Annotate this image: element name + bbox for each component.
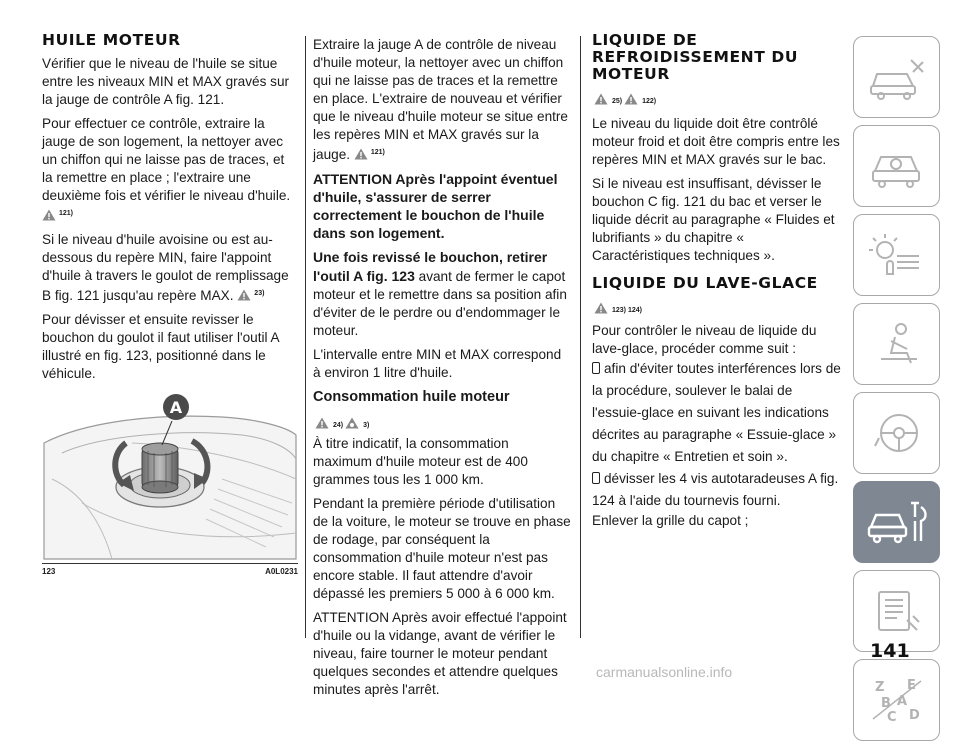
figure-code: A0L0231 xyxy=(265,567,298,576)
column-divider xyxy=(580,36,581,638)
column-1 xyxy=(42,32,298,383)
section-heading-lave-glace: LIQUIDE DU LAVE-GLACE xyxy=(592,274,818,292)
figure-oil-cap-tool xyxy=(42,383,298,559)
paragraph: À titre indicatif, la consommation maximum d'huile moteur est de 400 grammes tous les 1 000 km. xyxy=(313,436,528,487)
paragraph: Si le niveau est insuffisant, dévisser le bouchon C fig. 121 du bac et verser le liquide décrit au paragraphe « Fluides et lubrifiants » du chapitre « Caractéristiques techniques ». xyxy=(592,176,835,263)
checkbox-bullet-icon xyxy=(592,362,600,374)
figure-number: 123 xyxy=(42,567,56,576)
warning-icon xyxy=(594,302,608,314)
column-divider xyxy=(305,36,306,638)
svg-text:D: D xyxy=(908,708,920,723)
paragraph: Pendant la première période d'utilisation de la voiture, le moteur se trouve en phase de rodage, par conséquent la consommation d'huile moteur n'est pas encore stable. Il faut attendre d'avoir dépassé les premiers 5 000 à 6 000 km. xyxy=(313,496,571,601)
tab-car-info[interactable] xyxy=(853,125,940,207)
svg-text:E: E xyxy=(906,678,916,693)
paragraph: Enlever la grille du capot ; xyxy=(592,513,749,528)
safety-airbag-icon xyxy=(867,319,927,369)
svg-text:B: B xyxy=(880,696,891,711)
alphabetical-index-icon xyxy=(867,675,927,725)
bullet-item: afin d'éviter toutes interférences lors de la procédure, soulever le balai de l'essuie-glace en suivant les indications décrites au paragraphe « Essuie-glace » du chapitre « Entretien et soin ». xyxy=(592,361,841,464)
paragraph: Pour dévisser et ensuite revisser le bouchon du goulot il faut utiliser l'outil A illustré en fig. 123, positionné dans le véhicule. xyxy=(42,312,279,381)
tab-maintenance[interactable] xyxy=(853,481,940,563)
figure-label: A xyxy=(169,398,183,417)
warning-refs: 25) 122) xyxy=(592,87,845,105)
warning-refs: 24) 3) xyxy=(313,411,571,429)
tab-index[interactable] xyxy=(853,659,940,741)
tab-dashboard[interactable] xyxy=(853,36,940,118)
svg-text:A: A xyxy=(896,694,907,709)
warning-refs: 123) 124) xyxy=(592,296,845,314)
technical-data-icon xyxy=(867,586,927,636)
car-info-icon xyxy=(867,141,927,191)
paragraph: Si le niveau d'huile avoisine ou est au-dessous du repère MIN, faire l'appoint d'huile à travers le goulot de remplissage B fig. 121 jusqu'au repère MAX. $^{23)}$ xyxy=(42,232,289,303)
warning-icon xyxy=(42,209,56,221)
maintenance-icon xyxy=(865,497,929,547)
paragraph: Pour effectuer ce contrôle, extraire la jauge de son logement, la nettoyer avec un chiffon qui ne laisse pas de traces, et la remettre en place ; l'extraire une deuxième fois et vérifier le niveau d'huile. $^{121)}$ xyxy=(42,115,298,225)
section-heading-liquide-refroidissement: LIQUIDE DE REFROIDISSEMENT DU MOTEUR xyxy=(592,31,799,83)
warning-icon xyxy=(237,289,251,301)
paragraph: Le niveau du liquide doit être contrôlé moteur froid et doit être compris entre les repères MIN et MAX gravés sur le bac. xyxy=(592,116,840,167)
warning-icon xyxy=(594,93,608,105)
tab-safety[interactable] xyxy=(853,303,940,385)
paragraph: Vérifier que le niveau de l'huile se situe entre les niveaux MIN et MAX gravés sur la jauge de contrôle A fig. 121. xyxy=(42,56,290,107)
bullet-item: dévisser les 4 vis autotaradeuses A fig. 124 à l'aide du tournevis fourni. xyxy=(592,471,839,508)
svg-text:C: C xyxy=(886,710,897,725)
svg-text:Z: Z xyxy=(874,680,884,695)
paragraph: L'intervalle entre MIN et MAX correspond à environ 1 litre d'huile. xyxy=(313,347,562,380)
page-number: 141 xyxy=(870,640,910,662)
subheading-consommation: Consommation huile moteur xyxy=(313,389,510,405)
tab-lights[interactable] xyxy=(853,214,940,296)
column-3 xyxy=(592,32,845,530)
steering-wheel-icon xyxy=(867,408,927,458)
attention-note: ATTENTION Après l'appoint éventuel d'huile, s'assurer de serrer correctement le bouchon de l'huile dans son logement. xyxy=(313,171,558,241)
warning-icon xyxy=(624,93,638,105)
car-dashboard-icon xyxy=(867,52,927,102)
paragraph: ATTENTION Après avoir effectué l'appoint d'huile ou la vidange, avant de vérifier le niveau, faire tourner le moteur pendant quelques secondes et attendre quelques minutes après l'arrêt. xyxy=(313,610,567,697)
column-2 xyxy=(313,36,571,699)
paragraph: Pour contrôler le niveau de liquide du lave-glace, procéder comme suit : xyxy=(592,323,817,356)
tab-driving[interactable] xyxy=(853,392,940,474)
paragraph: Extraire la jauge A de contrôle de niveau d'huile moteur, la nettoyer avec un chiffon qui ne laisse pas de traces et la remettre en place. L'extraire de nouveau et vérifier que le niveau d'huile moteur se situe entre les repères MIN et MAX gravés sur la jauge. $^{121)}$ xyxy=(313,37,568,162)
checkbox-bullet-icon xyxy=(592,472,600,484)
figure-caption xyxy=(42,563,298,577)
section-heading-huile-moteur: HUILE MOTEUR xyxy=(42,31,181,49)
warning-icon xyxy=(354,148,368,160)
paragraph: Une fois revissé le bouchon, retirer l'outil A fig. 123 avant de fermer le capot moteur et le remettre dans sa position afin d'éviter de le perdre ou d'endommager le moteur. xyxy=(313,249,567,338)
caution-icon xyxy=(345,417,359,429)
lights-icon xyxy=(867,230,927,280)
watermark: carmanualsonline.info xyxy=(596,664,733,680)
warning-icon xyxy=(315,417,329,429)
